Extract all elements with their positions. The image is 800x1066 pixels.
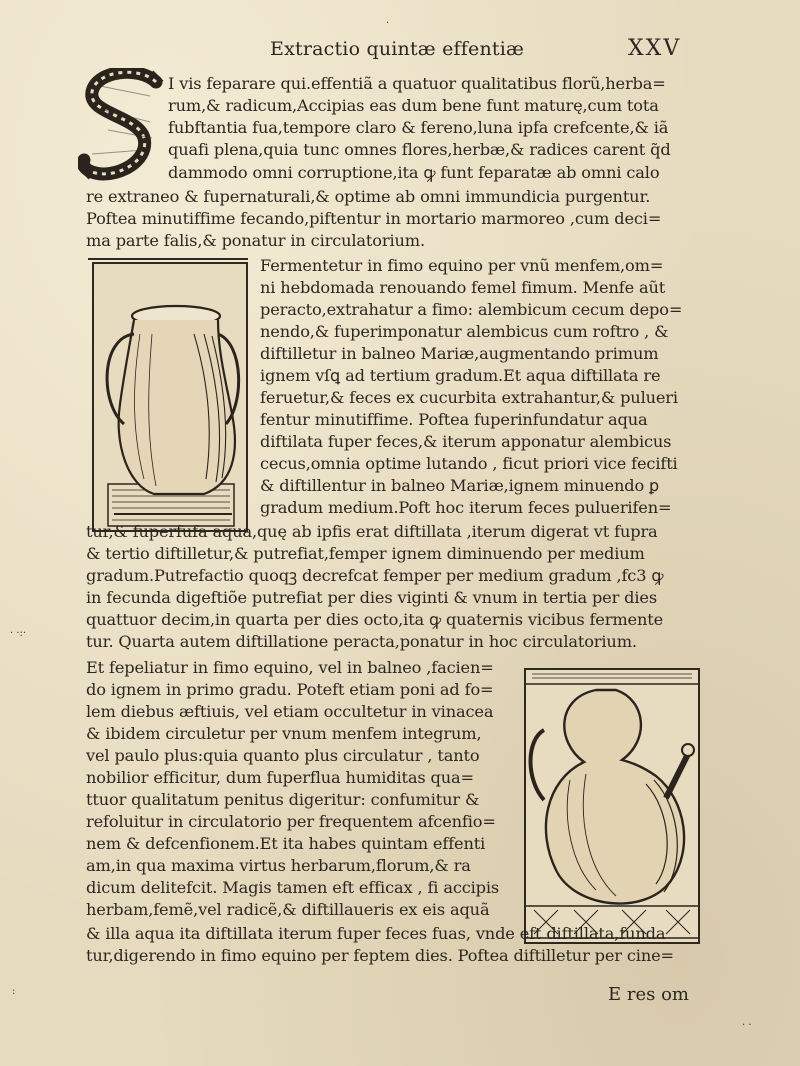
text-line: Poftea minutiffime fecando,piftentur in mortario marmoreo ,cum deci= xyxy=(86,209,662,228)
text-line: quafi plena,quia tunc omnes flores,herbæ,& radices carent q̃d xyxy=(168,140,671,159)
text-line: diftilata fuper feces,& iterum apponatur alembicus xyxy=(260,432,672,451)
text-line: in fecunda digeftiõe putrefiat per dies viginti & vnum in tertia per dies xyxy=(86,588,658,607)
text-line: lem diebus æftiuis, vel etiam occultetur in vinacea xyxy=(86,702,494,721)
text-line: tur. Quarta autem diftillatione peracta,ponatur in hoc circulatorium. xyxy=(86,632,637,651)
text-line: peracto,extrahatur a fimo: alembicum cecum depo= xyxy=(260,300,683,319)
text-line: diftilletur in balneo Mariæ,augmentando primum xyxy=(260,344,659,363)
text-line: & tertio diftilletur,& putrefiat,femper ignem diminuendo per medium xyxy=(86,544,645,563)
margin-speck: · xyxy=(386,18,390,29)
jug-woodcut-figure xyxy=(92,262,248,532)
text-line: herbam,femẽ,vel radicẽ,& diftillaueris ex eis aquã xyxy=(86,900,490,919)
text-line: cecus,omnia optime lutando , ficut priori vice fecifti xyxy=(260,454,678,473)
text-line: dammodo omni corruptione,ita ꝙ funt feparatæ ab omni calo xyxy=(168,163,660,182)
text-line: ma parte falis,& ponatur in circulatorium. xyxy=(86,231,425,250)
decorated-initial-s xyxy=(78,68,166,186)
text-line: refoluitur in circulatorio per frequentem afcenfio= xyxy=(86,812,496,831)
text-line: feruetur,& feces ex cucurbita extrahantur,& pulueri xyxy=(260,388,678,407)
text-line: nobilior efficitur, dum fuperflua humiditas qua= xyxy=(86,768,474,787)
figure-rule xyxy=(88,258,248,260)
margin-speck: · ·:· xyxy=(10,628,27,639)
text-line: fentur minutiffime. Poftea fuperinfundatur aqua xyxy=(260,410,648,429)
text-line: & illa aqua ita diftillata iterum fuper feces fuas, vnde eft diftillata,funda xyxy=(86,924,666,943)
text-line: gradum medium.Poft hoc iterum feces puluerifen= xyxy=(260,498,672,517)
margin-speck: · · xyxy=(742,1020,752,1031)
text-line: vel paulo plus:quia quanto plus circulatur , tanto xyxy=(86,746,480,765)
text-line: ni hebdomada renouando femel fimum. Menfe aũt xyxy=(260,278,666,297)
text-line: tur,& fuperfufa aqua,quę ab ipfis erat diftillata ,iterum digerat vt fupra xyxy=(86,522,658,541)
running-head: Extractio quintæ effentiæ xyxy=(270,38,525,60)
text-line: rum,& radicum,Accipias eas dum bene funt maturę,cum tota xyxy=(168,96,659,115)
text-line: gradum.Putrefactio quoqꝫ decrefcat femper per medium gradum ,fc3 ꝙ xyxy=(86,566,664,585)
text-line: dicum delitefcit. Magis tamen eft efficax , fi accipis xyxy=(86,878,500,897)
text-line: nendo,& fuperimponatur alembicus cum roftro , & xyxy=(260,322,669,341)
circulatorium-woodcut-figure xyxy=(524,668,700,944)
text-line: Fermentetur in fimo equino per vnũ menfem,om= xyxy=(260,256,664,275)
folio-number: XXV xyxy=(628,36,682,61)
text-line: ttuor qualitatum penitus digeritur: confumitur & xyxy=(86,790,480,809)
text-line: tur,digerendo in fimo equino per feptem dies. Poftea diftilletur per cine= xyxy=(86,946,674,965)
catchword: E res om xyxy=(608,984,689,1005)
text-line: & ibidem circuletur per vnum menfem integrum, xyxy=(86,724,482,743)
text-line: & diftillentur in balneo Mariæ,ignem minuendo ꝑ xyxy=(260,476,660,495)
text-line: I vis feparare qui.effentiã a quatuor qualitatibus florũ,herba= xyxy=(168,74,666,93)
text-line: ignem vſꝗ ad tertium gradum.Et aqua diftillata re xyxy=(260,366,661,385)
text-line: nem & defcenfionem.Et ita habes quintam effenti xyxy=(86,834,486,853)
text-line: fubftantia fua,tempore claro & fereno,luna ipfa crefcente,& iã xyxy=(168,118,669,137)
text-line: am,in qua maxima virtus herbarum,florum,& ra xyxy=(86,856,471,875)
margin-speck: : xyxy=(12,986,16,997)
text-line: re extraneo & fupernaturali,& optime ab omni immundicia purgentur. xyxy=(86,187,651,206)
text-line: do ignem in primo gradu. Poteft etiam poni ad fo= xyxy=(86,680,494,699)
text-line: Et fepeliatur in fimo equino, vel in balneo ,facien= xyxy=(86,658,494,677)
text-line: quattuor decim,in quarta per dies octo,ita ꝙ quaternis vicibus fermente xyxy=(86,610,664,629)
